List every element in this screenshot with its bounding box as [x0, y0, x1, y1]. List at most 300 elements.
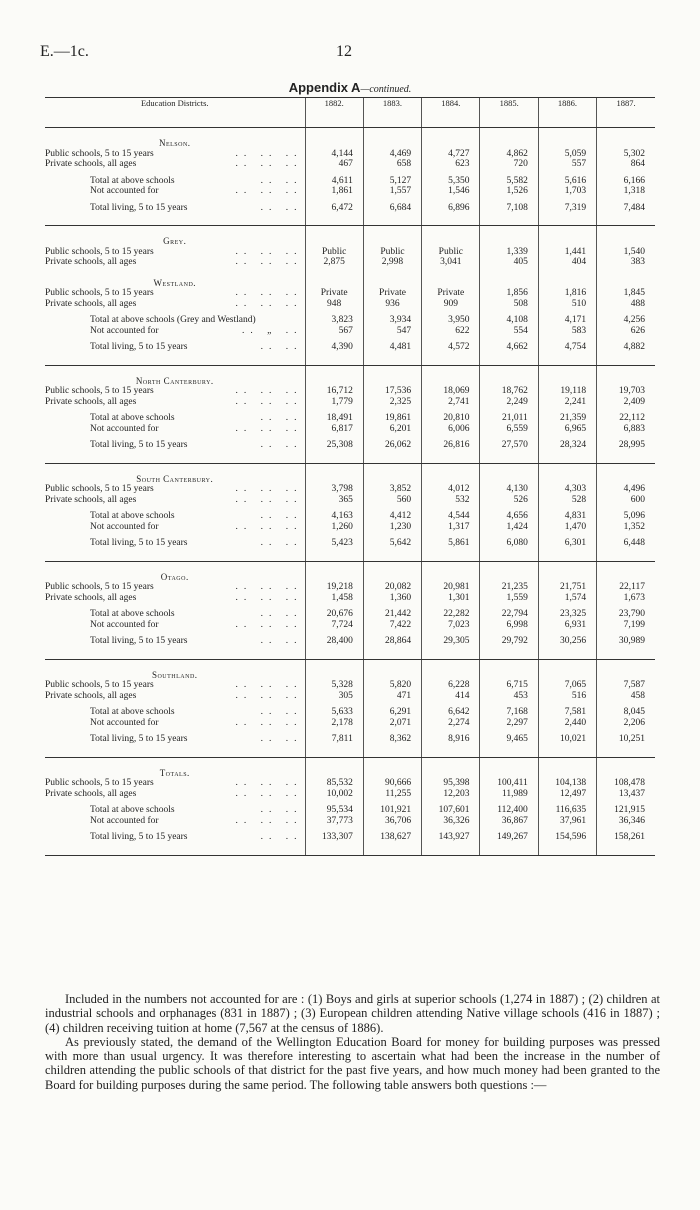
table-cell — [538, 268, 596, 289]
table-cell: 623 — [422, 159, 480, 170]
table-cell: 29,305 — [422, 636, 480, 659]
table-cell: 2,274 — [422, 718, 480, 729]
table-cell: 600 — [597, 495, 655, 506]
table-cell — [363, 561, 421, 582]
table-cell: 20,082 — [363, 582, 421, 593]
table-cell: 471 — [363, 691, 421, 702]
table-cell: 19,118 — [538, 386, 596, 397]
table-cell: 4,163 — [305, 511, 363, 522]
table-cell: 864 — [597, 159, 655, 170]
table-cell: 1,360 — [363, 593, 421, 604]
row-label-text: Not accounted for — [90, 423, 159, 434]
table-row — [45, 718, 655, 729]
district-name: North Canterbury. — [135, 375, 214, 386]
table-cell: 5,582 — [480, 176, 538, 187]
table-cell: 5,616 — [538, 176, 596, 187]
leader-dots: .. .. — [260, 805, 303, 815]
table-cell — [597, 561, 655, 582]
table-cell: 4,831 — [538, 511, 596, 522]
table-row — [45, 397, 655, 408]
table-cell: 1,339 — [480, 247, 538, 258]
table-cell: 10,002 — [305, 789, 363, 800]
table-cell: 1,317 — [422, 522, 480, 533]
col-header-year: 1882. — [305, 98, 363, 128]
district-name: South Canterbury. — [136, 473, 214, 484]
table-cell — [422, 128, 480, 149]
table-cell: 458 — [597, 691, 655, 702]
row-label — [45, 593, 305, 604]
table-cell: 6,931 — [538, 620, 596, 631]
row-label-text: Private schools, all ages — [45, 494, 137, 505]
table-cell: 10,251 — [597, 734, 655, 757]
table-cell: 6,896 — [422, 203, 480, 226]
table-cell: 1,816 — [538, 288, 596, 299]
table-cell: 4,862 — [480, 149, 538, 160]
leader-dots: .. .. .. — [235, 246, 303, 257]
row-label-text: Total living, 5 to 15 years — [90, 636, 188, 646]
table-cell — [363, 365, 421, 386]
row-label — [45, 707, 305, 718]
table-cell: 22,117 — [597, 582, 655, 593]
table-row — [45, 315, 655, 326]
table-cell: 9,465 — [480, 734, 538, 757]
row-label-text: Total living, 5 to 15 years — [90, 832, 188, 842]
row-label-text: Private schools, all ages — [45, 298, 137, 309]
district-heading-row — [45, 757, 655, 778]
table-cell: 4,727 — [422, 149, 480, 160]
row-label — [45, 186, 305, 197]
row-label-text: Total at above schools — [90, 805, 175, 815]
row-label-text: Not accounted for — [90, 521, 159, 532]
table-cell: 28,995 — [597, 440, 655, 463]
table-cell: 508 — [480, 299, 538, 310]
leader-dots: .. .. — [260, 202, 303, 213]
leader-dots: .. .. .. — [235, 717, 303, 728]
table-cell: 4,481 — [363, 342, 421, 365]
table-cell: 28,324 — [538, 440, 596, 463]
table-cell: 6,291 — [363, 707, 421, 718]
row-label — [45, 789, 305, 800]
leader-dots: .. .. — [260, 538, 303, 548]
leader-dots: .. .. .. — [235, 159, 303, 169]
row-label-text: Not accounted for — [90, 815, 159, 826]
table-cell — [422, 365, 480, 386]
row-label-text: Total at above schools — [90, 707, 175, 717]
row-label-text: Private schools, all ages — [45, 257, 137, 267]
table-row — [45, 778, 655, 789]
table-cell: 36,326 — [422, 816, 480, 827]
row-label — [45, 299, 305, 310]
row-label-text: Private schools, all ages — [45, 159, 137, 169]
table-cell: 20,676 — [305, 609, 363, 620]
district-heading-row — [45, 561, 655, 582]
row-label — [45, 636, 305, 659]
district-name: Grey. — [163, 236, 187, 246]
table-cell: 4,256 — [597, 315, 655, 326]
leader-dots: .. .. .. — [235, 484, 303, 494]
table-cell: 3,950 — [422, 315, 480, 326]
table-cell: 3,934 — [363, 315, 421, 326]
table-cell — [363, 659, 421, 680]
table-cell: 7,199 — [597, 620, 655, 631]
district-heading-row — [45, 226, 655, 247]
table-cell — [538, 659, 596, 680]
row-label-text: Not accounted for — [90, 619, 159, 630]
table-cell: 1,673 — [597, 593, 655, 604]
row-label-text: Total living, 5 to 15 years — [90, 342, 188, 352]
leader-dots: .. .. — [260, 832, 303, 842]
leader-dots: .. „ .. — [242, 325, 303, 336]
table-cell: 622 — [422, 326, 480, 337]
row-label-text: Public schools, 5 to 15 years — [45, 778, 154, 788]
table-cell: 95,534 — [305, 805, 363, 816]
row-label — [45, 522, 305, 533]
table-cell — [363, 226, 421, 247]
row-label-text: Total at above schools — [90, 413, 175, 423]
table-cell: 12,497 — [538, 789, 596, 800]
table-cell: 21,011 — [480, 413, 538, 424]
table-cell: 1,526 — [480, 186, 538, 197]
table-cell: 8,045 — [597, 707, 655, 718]
table-cell: 1,845 — [597, 288, 655, 299]
table-cell — [422, 659, 480, 680]
table-row — [45, 582, 655, 593]
leader-dots: .. .. .. — [235, 619, 303, 630]
table-cell: 2,325 — [363, 397, 421, 408]
table-cell: 10,021 — [538, 734, 596, 757]
table-row — [45, 707, 655, 718]
row-label-text: Not accounted for — [90, 717, 159, 728]
table-cell: 6,817 — [305, 424, 363, 435]
table-cell: 21,751 — [538, 582, 596, 593]
footnote-text — [45, 992, 660, 1092]
table-cell: 19,218 — [305, 582, 363, 593]
table-cell: 6,472 — [305, 203, 363, 226]
row-label-text: Total at above schools — [90, 175, 175, 186]
table-cell — [422, 226, 480, 247]
row-label — [45, 805, 305, 816]
row-label-text: Total living, 5 to 15 years — [90, 734, 188, 744]
table-cell — [480, 365, 538, 386]
table-cell: 5,350 — [422, 176, 480, 187]
row-label-text: Public schools, 5 to 15 years — [45, 582, 154, 592]
table-cell: 21,359 — [538, 413, 596, 424]
table-cell: 516 — [538, 691, 596, 702]
table-cell — [422, 561, 480, 582]
table-cell: 6,448 — [597, 538, 655, 561]
district-heading-row — [45, 463, 655, 484]
table-cell: 1,861 — [305, 186, 363, 197]
table-cell: 1,424 — [480, 522, 538, 533]
table-cell: 12,203 — [422, 789, 480, 800]
table-cell: 5,328 — [305, 680, 363, 691]
table-cell: 133,307 — [305, 832, 363, 855]
col-header-districts: Education Districts. — [45, 98, 305, 128]
row-label — [45, 440, 305, 463]
table-cell — [480, 659, 538, 680]
table-cell — [597, 365, 655, 386]
table-cell: 7,581 — [538, 707, 596, 718]
table-row — [45, 424, 655, 435]
table-cell: 1,779 — [305, 397, 363, 408]
table-cell: 5,059 — [538, 149, 596, 160]
table-cell: 1,546 — [422, 186, 480, 197]
table-cell: 158,261 — [597, 832, 655, 855]
table-cell: 720 — [480, 159, 538, 170]
leader-dots: .. .. .. — [235, 298, 303, 309]
leader-dots: .. .. .. — [235, 386, 303, 396]
col-header-year: 1885. — [480, 98, 538, 128]
page-number: 12 — [336, 43, 352, 60]
table-row — [45, 538, 655, 561]
leader-dots: .. .. — [260, 636, 303, 646]
table-cell — [538, 757, 596, 778]
table-cell — [305, 365, 363, 386]
row-label — [45, 247, 305, 258]
table-cell: 30,256 — [538, 636, 596, 659]
table-cell: 1,441 — [538, 247, 596, 258]
table-cell: 1,540 — [597, 247, 655, 258]
row-label — [45, 149, 305, 160]
table-cell — [422, 463, 480, 484]
row-label — [45, 538, 305, 561]
table-cell: 5,096 — [597, 511, 655, 522]
leader-dots: .. .. — [260, 511, 303, 521]
district-heading-row — [45, 365, 655, 386]
table-cell: 4,390 — [305, 342, 363, 365]
table-cell: 4,882 — [597, 342, 655, 365]
table-cell — [305, 659, 363, 680]
table-cell: Public 3,041 — [422, 247, 480, 268]
col-header-year: 1884. — [422, 98, 480, 128]
table-cell: 116,635 — [538, 805, 596, 816]
table-cell: 95,398 — [422, 778, 480, 789]
row-label — [45, 582, 305, 593]
row-label — [45, 413, 305, 424]
table-cell: 25,308 — [305, 440, 363, 463]
table-row — [45, 186, 655, 197]
table-cell — [422, 757, 480, 778]
table-cell: 6,201 — [363, 424, 421, 435]
table-cell: 658 — [363, 159, 421, 170]
table-cell: 8,916 — [422, 734, 480, 757]
table-cell: 37,961 — [538, 816, 596, 827]
table-cell: 4,656 — [480, 511, 538, 522]
table-cell — [538, 463, 596, 484]
table-cell: 7,023 — [422, 620, 480, 631]
table-cell: Public 2,875 — [305, 247, 363, 268]
leader-dots: .. .. .. — [235, 582, 303, 592]
table-cell: 143,927 — [422, 832, 480, 855]
row-label-text: Total at above schools — [90, 609, 175, 619]
table-cell: 5,820 — [363, 680, 421, 691]
table-cell: 29,792 — [480, 636, 538, 659]
leader-dots: .. .. .. — [235, 396, 303, 407]
leader-dots: .. .. .. — [235, 778, 303, 788]
table-cell: Private 936 — [363, 268, 421, 310]
table-cell: Private 948 — [305, 268, 363, 310]
table-cell: 20,810 — [422, 413, 480, 424]
table-cell: 101,921 — [363, 805, 421, 816]
table-cell — [538, 561, 596, 582]
table-cell: 36,867 — [480, 816, 538, 827]
row-label — [45, 315, 305, 326]
table-cell: 112,400 — [480, 805, 538, 816]
leader-dots: .. .. — [260, 413, 303, 423]
row-label-text: Public schools, 5 to 15 years — [45, 386, 154, 396]
table-cell: 4,303 — [538, 484, 596, 495]
table-row — [45, 805, 655, 816]
table-cell: 4,144 — [305, 149, 363, 160]
table-row — [45, 609, 655, 620]
table-cell: 6,228 — [422, 680, 480, 691]
table-cell: 405 — [480, 257, 538, 268]
table-cell: 1,230 — [363, 522, 421, 533]
row-label — [45, 203, 305, 226]
table-cell: 13,437 — [597, 789, 655, 800]
row-label — [45, 609, 305, 620]
leader-dots: .. .. .. — [235, 494, 303, 505]
table-row — [45, 326, 655, 337]
col-header-year: 1883. — [363, 98, 421, 128]
row-label-text: Public schools, 5 to 15 years — [45, 148, 154, 159]
table-cell: 104,138 — [538, 778, 596, 789]
table-cell: 27,570 — [480, 440, 538, 463]
table-cell: 6,715 — [480, 680, 538, 691]
row-label — [45, 511, 305, 522]
leader-dots: .. .. — [260, 609, 303, 619]
row-label — [45, 734, 305, 757]
table-cell: 526 — [480, 495, 538, 506]
col-header-year: 1887. — [597, 98, 655, 128]
table-cell — [597, 268, 655, 289]
table-cell: 26,062 — [363, 440, 421, 463]
table-cell — [363, 757, 421, 778]
table-row — [45, 386, 655, 397]
table-cell: 2,241 — [538, 397, 596, 408]
table-cell: 5,423 — [305, 538, 363, 561]
table-row — [45, 816, 655, 827]
table-cell: 510 — [538, 299, 596, 310]
table-cell: 26,816 — [422, 440, 480, 463]
row-label — [45, 397, 305, 408]
table-cell: 5,642 — [363, 538, 421, 561]
row-label — [45, 680, 305, 691]
table-cell: 8,362 — [363, 734, 421, 757]
table-cell: 154,596 — [538, 832, 596, 855]
table-cell: 365 — [305, 495, 363, 506]
footnote-paragraph: As previously stated, the demand of the Wellington Education Board for money for building purposes was pressed with more than usual urgency. It was therefore interesting to ascertain what had been the increase in the number of children attending the public schools of that district for the past five years, and how much money had been granted to the Board for building purposes during the same period. The following table answers both questions :— — [45, 1034, 660, 1092]
table-cell — [480, 268, 538, 289]
table-cell: 149,267 — [480, 832, 538, 855]
table-cell: 18,762 — [480, 386, 538, 397]
district-heading-row — [45, 659, 655, 680]
row-label-text: Public schools, 5 to 15 years — [45, 680, 154, 690]
row-label-text: Public schools, 5 to 15 years — [45, 288, 154, 298]
table-cell: Private 909 — [422, 268, 480, 310]
table-cell: 2,178 — [305, 718, 363, 729]
table-cell: 7,319 — [538, 203, 596, 226]
table-cell: 7,422 — [363, 620, 421, 631]
table-cell: 7,811 — [305, 734, 363, 757]
table-cell: 6,998 — [480, 620, 538, 631]
row-label — [45, 718, 305, 729]
table-cell: 138,627 — [363, 832, 421, 855]
footnote-paragraph: Included in the numbers not accounted for are : (1) Boys and girls at superior schools (1,274 in 1887) ; (2) children at industrial schools and orphanages (831 in 1887) ; (3) European children attending Native village schools (416 in 1887) ; (4) children receiving tuition at home (7,567 at the census of 1886). — [45, 992, 660, 1035]
table-cell: 11,989 — [480, 789, 538, 800]
table-row — [45, 413, 655, 424]
table-cell — [597, 226, 655, 247]
district-heading-row — [45, 268, 655, 289]
table-cell — [597, 659, 655, 680]
table-cell: 2,409 — [597, 397, 655, 408]
leader-dots: .. .. — [260, 440, 303, 450]
table-cell: 22,112 — [597, 413, 655, 424]
table-cell: 1,352 — [597, 522, 655, 533]
district-name: Southland. — [151, 669, 198, 680]
table-row — [45, 484, 655, 495]
row-label-text: Total living, 5 to 15 years — [90, 538, 188, 548]
table-cell: 6,006 — [422, 424, 480, 435]
education-districts-table — [45, 97, 655, 856]
table-cell: 1,559 — [480, 593, 538, 604]
leader-dots: .. .. .. — [235, 592, 303, 603]
row-label — [45, 288, 305, 299]
leader-dots: .. .. — [260, 734, 303, 744]
row-label-text: Total living, 5 to 15 years — [90, 440, 188, 450]
table-cell: 6,684 — [363, 203, 421, 226]
leader-dots: .. .. .. — [235, 423, 303, 434]
table-cell — [480, 128, 538, 149]
table-cell: 383 — [597, 257, 655, 268]
leader-dots: .. .. .. — [235, 148, 303, 159]
row-label-text: Public schools, 5 to 15 years — [45, 484, 154, 494]
table-cell: 36,706 — [363, 816, 421, 827]
table-cell: 16,712 — [305, 386, 363, 397]
table-row — [45, 176, 655, 187]
table-cell — [597, 757, 655, 778]
table-cell: 3,852 — [363, 484, 421, 495]
table-cell: 5,127 — [363, 176, 421, 187]
table-cell: 1,557 — [363, 186, 421, 197]
row-label-text: Private schools, all ages — [45, 690, 137, 701]
table-cell: 583 — [538, 326, 596, 337]
table-cell: 1,301 — [422, 593, 480, 604]
table-cell: 7,108 — [480, 203, 538, 226]
table-cell — [363, 463, 421, 484]
table-row — [45, 680, 655, 691]
table-cell — [305, 128, 363, 149]
table-cell: 30,989 — [597, 636, 655, 659]
row-label-text: Not accounted for — [90, 186, 159, 196]
table-cell: 6,642 — [422, 707, 480, 718]
table-cell: 6,965 — [538, 424, 596, 435]
table-cell: 6,166 — [597, 176, 655, 187]
table-cell: 1,574 — [538, 593, 596, 604]
row-label — [45, 484, 305, 495]
table-cell: 2,297 — [480, 718, 538, 729]
table-cell: 4,544 — [422, 511, 480, 522]
table-cell: 19,861 — [363, 413, 421, 424]
table-cell: 7,724 — [305, 620, 363, 631]
table-cell — [480, 226, 538, 247]
table-cell: 4,412 — [363, 511, 421, 522]
table-cell: 1,470 — [538, 522, 596, 533]
leader-dots: .. .. .. — [235, 788, 303, 799]
row-label — [45, 495, 305, 506]
table-cell: 2,206 — [597, 718, 655, 729]
row-label-text: Private schools, all ages — [45, 396, 137, 407]
